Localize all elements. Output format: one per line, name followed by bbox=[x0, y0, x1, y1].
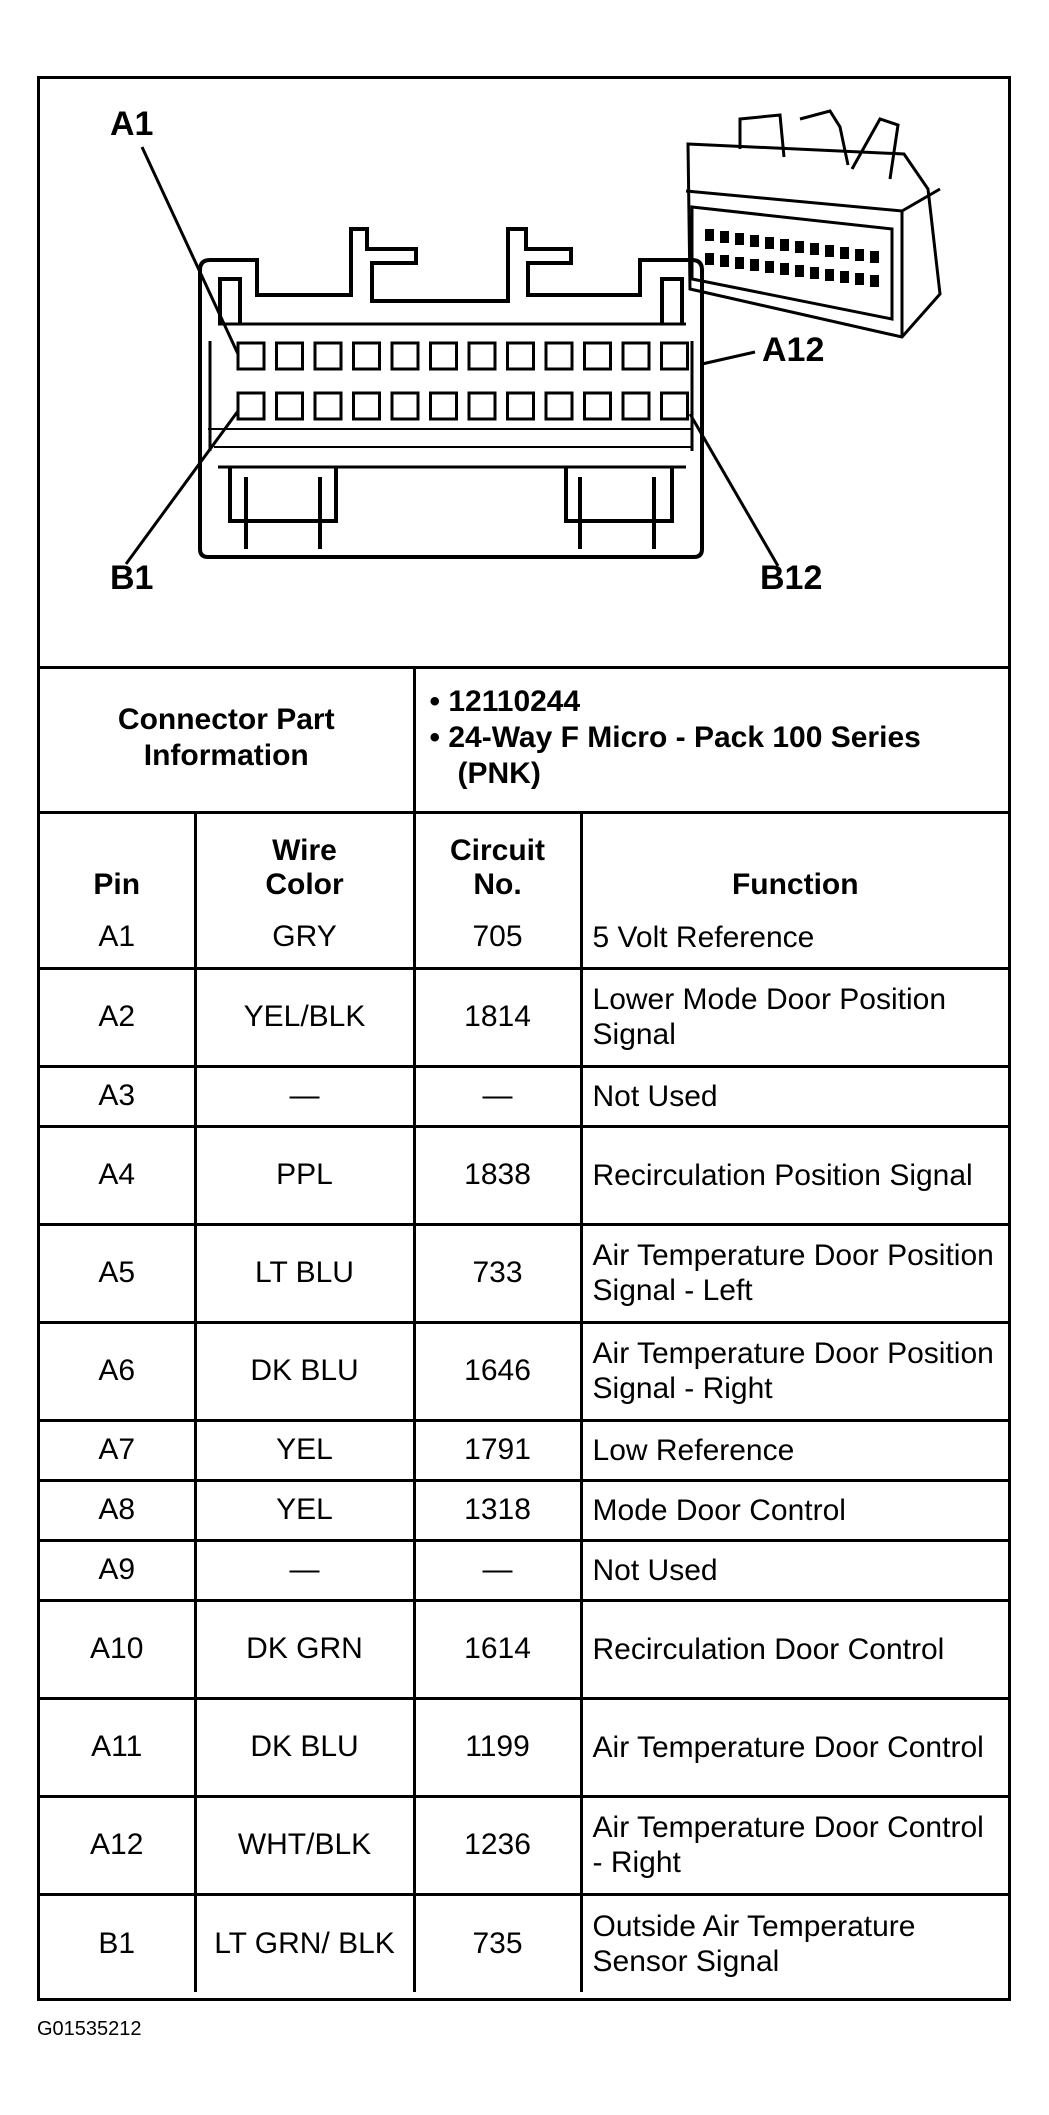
table-row bbox=[40, 1894, 1008, 1992]
cell-pin: A4 bbox=[40, 1126, 195, 1224]
pin-cavity bbox=[508, 393, 534, 419]
header-circuit: Circuit No. bbox=[414, 812, 581, 908]
cell-function: 5 Volt Reference bbox=[581, 908, 1008, 968]
figure-code: G01535212 bbox=[37, 2018, 142, 2040]
label-a1: A1 bbox=[110, 105, 154, 143]
pin-cavity bbox=[585, 343, 611, 369]
cell-function: Air Temperature Door Control - Right bbox=[581, 1796, 1008, 1894]
header-function: Function bbox=[581, 812, 1008, 908]
cell-pin: A9 bbox=[40, 1540, 195, 1600]
pin-cavity bbox=[277, 393, 303, 419]
pin-cavity bbox=[623, 393, 649, 419]
cell-function: Low Reference bbox=[581, 1420, 1008, 1480]
iso-pin-slot bbox=[780, 263, 789, 275]
table-row bbox=[40, 1224, 1008, 1322]
table-row bbox=[40, 1540, 1008, 1600]
cell-circuit: 1646 bbox=[414, 1322, 581, 1420]
cell-function: Mode Door Control bbox=[581, 1480, 1008, 1540]
cell-pin: A1 bbox=[40, 908, 195, 968]
pin-cavity bbox=[662, 343, 688, 369]
iso-pin-slot bbox=[840, 247, 849, 259]
iso-pin-slot bbox=[705, 229, 714, 241]
cell-function: Not Used bbox=[581, 1066, 1008, 1126]
cell-wire-color: WHT/BLK bbox=[195, 1796, 414, 1894]
cell-circuit: 1838 bbox=[414, 1126, 581, 1224]
iso-pin-slot bbox=[765, 261, 774, 273]
pin-cavity bbox=[585, 393, 611, 419]
pin-cavity bbox=[662, 393, 688, 419]
iso-pin-slot bbox=[705, 253, 714, 265]
iso-pin-slot bbox=[735, 233, 744, 245]
cell-circuit: — bbox=[414, 1066, 581, 1126]
connector-diagram bbox=[40, 79, 1008, 669]
cell-wire-color: DK BLU bbox=[195, 1698, 414, 1796]
cell-circuit: 1236 bbox=[414, 1796, 581, 1894]
iso-pin-slot bbox=[825, 245, 834, 257]
cell-wire-color: YEL bbox=[195, 1420, 414, 1480]
pin-cavity bbox=[469, 393, 495, 419]
cell-pin: B1 bbox=[40, 1894, 195, 1992]
table-row bbox=[40, 1600, 1008, 1698]
table-row bbox=[40, 1126, 1008, 1224]
cell-wire-color: DK BLU bbox=[195, 1322, 414, 1420]
pin-cavity bbox=[315, 343, 341, 369]
cell-circuit: 1814 bbox=[414, 968, 581, 1066]
cell-pin: A5 bbox=[40, 1224, 195, 1322]
connector-info-label: Connector Part Information bbox=[40, 666, 414, 812]
pin-cavity bbox=[238, 393, 264, 419]
iso-pin-slot bbox=[780, 239, 789, 251]
cell-wire-color: — bbox=[195, 1540, 414, 1600]
cell-function: Not Used bbox=[581, 1540, 1008, 1600]
pinout-table bbox=[40, 666, 1008, 1992]
connector-description: • 24-Way F Micro - Pack 100 Series (PNK) bbox=[429, 721, 921, 791]
pin-cavity bbox=[238, 343, 264, 369]
iso-pin-slot bbox=[750, 259, 759, 271]
table-row bbox=[40, 908, 1008, 968]
connector-part-number: • 12110244 bbox=[429, 685, 581, 719]
cell-circuit: 1318 bbox=[414, 1480, 581, 1540]
pin-cavity bbox=[431, 343, 457, 369]
pin-cavity bbox=[431, 393, 457, 419]
header-pin: Pin bbox=[40, 812, 195, 908]
cell-pin: A10 bbox=[40, 1600, 195, 1698]
cell-circuit: 1614 bbox=[414, 1600, 581, 1698]
cell-pin: A8 bbox=[40, 1480, 195, 1540]
pin-cavity bbox=[392, 393, 418, 419]
cell-function: Recirculation Door Control bbox=[581, 1600, 1008, 1698]
cell-wire-color: PPL bbox=[195, 1126, 414, 1224]
cell-pin: A12 bbox=[40, 1796, 195, 1894]
label-b1: B1 bbox=[110, 559, 154, 597]
table-row bbox=[40, 1420, 1008, 1480]
cell-function: Recirculation Position Signal bbox=[581, 1126, 1008, 1224]
iso-pin-slot bbox=[720, 255, 729, 267]
label-b12: B12 bbox=[760, 559, 823, 597]
iso-pin-slot bbox=[810, 243, 819, 255]
cell-function: Air Temperature Door Control bbox=[581, 1698, 1008, 1796]
iso-pin-slot bbox=[870, 251, 879, 263]
cell-wire-color: — bbox=[195, 1066, 414, 1126]
iso-pin-slot bbox=[855, 249, 864, 261]
iso-pin-slot bbox=[750, 235, 759, 247]
iso-pin-slot bbox=[840, 271, 849, 283]
cell-pin: A6 bbox=[40, 1322, 195, 1420]
pin-cavity bbox=[354, 393, 380, 419]
cell-pin: A3 bbox=[40, 1066, 195, 1126]
connector-info-row bbox=[40, 666, 1008, 812]
pin-cavity bbox=[315, 393, 341, 419]
cell-wire-color: YEL bbox=[195, 1480, 414, 1540]
table-row bbox=[40, 1322, 1008, 1420]
label-a12: A12 bbox=[762, 331, 825, 369]
cell-circuit: 735 bbox=[414, 1894, 581, 1992]
iso-pin-slot bbox=[795, 265, 804, 277]
iso-pin-slot bbox=[765, 237, 774, 249]
iso-pin-slot bbox=[825, 269, 834, 281]
header-wire-color: Wire Color bbox=[195, 812, 414, 908]
table-row bbox=[40, 1796, 1008, 1894]
cell-pin: A2 bbox=[40, 968, 195, 1066]
iso-pin-slot bbox=[855, 273, 864, 285]
connector-sheet bbox=[37, 76, 1011, 2001]
cell-wire-color: YEL/BLK bbox=[195, 968, 414, 1066]
iso-pin-slot bbox=[795, 241, 804, 253]
table-header-row bbox=[40, 812, 1008, 908]
connector-info-list bbox=[414, 666, 1008, 812]
cell-function: Air Temperature Door Position Signal - Right bbox=[581, 1322, 1008, 1420]
pin-cavity bbox=[623, 343, 649, 369]
cell-circuit: 1199 bbox=[414, 1698, 581, 1796]
connector-face-drawing bbox=[40, 79, 1008, 666]
cell-function: Lower Mode Door Position Signal bbox=[581, 968, 1008, 1066]
cell-wire-color: LT BLU bbox=[195, 1224, 414, 1322]
pin-cavity bbox=[508, 343, 534, 369]
cell-function: Air Temperature Door Position Signal - Left bbox=[581, 1224, 1008, 1322]
pin-cavity bbox=[392, 343, 418, 369]
pin-cavity bbox=[277, 343, 303, 369]
cell-circuit: 705 bbox=[414, 908, 581, 968]
table-row bbox=[40, 1480, 1008, 1540]
iso-pin-slot bbox=[870, 275, 879, 287]
pin-cavity bbox=[354, 343, 380, 369]
table-row bbox=[40, 968, 1008, 1066]
cell-pin: A11 bbox=[40, 1698, 195, 1796]
pin-cavity bbox=[469, 343, 495, 369]
cell-wire-color: DK GRN bbox=[195, 1600, 414, 1698]
pin-cavity bbox=[546, 343, 572, 369]
table-row bbox=[40, 1698, 1008, 1796]
cell-circuit: 733 bbox=[414, 1224, 581, 1322]
cell-pin: A7 bbox=[40, 1420, 195, 1480]
iso-pin-slot bbox=[735, 257, 744, 269]
cell-function: Outside Air Temperature Sensor Signal bbox=[581, 1894, 1008, 1992]
cell-circuit: 1791 bbox=[414, 1420, 581, 1480]
iso-pin-slot bbox=[720, 231, 729, 243]
table-row bbox=[40, 1066, 1008, 1126]
pin-cavity bbox=[546, 393, 572, 419]
iso-pin-slot bbox=[810, 267, 819, 279]
cell-wire-color: LT GRN/ BLK bbox=[195, 1894, 414, 1992]
cell-wire-color: GRY bbox=[195, 908, 414, 968]
cell-circuit: — bbox=[414, 1540, 581, 1600]
